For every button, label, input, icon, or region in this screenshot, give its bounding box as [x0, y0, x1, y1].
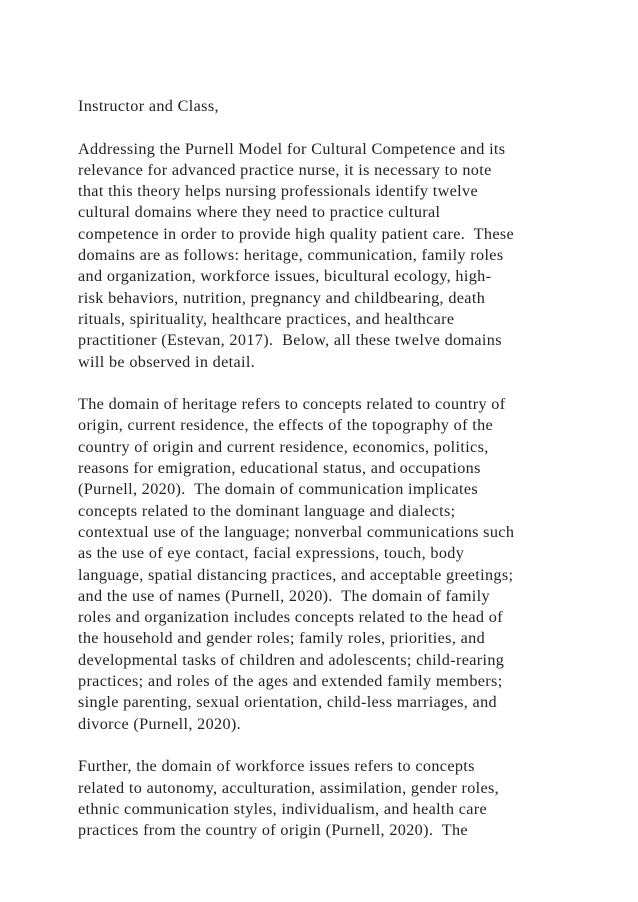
text-line: the household and gender roles; family roles, priorities, and — [78, 629, 486, 648]
text-line: The domain of heritage refers to concepts related to country of — [78, 395, 506, 414]
document-body — [78, 139, 618, 842]
text-line: reasons for emigration, educational status, and occupations — [78, 459, 481, 478]
text-line: domains are as follows: heritage, communication, family roles — [78, 246, 504, 265]
text-line: divorce (Purnell, 2020). — [78, 714, 242, 733]
text-line: practices; and roles of the ages and extended family members; — [78, 672, 503, 691]
salutation: Instructor and Class, — [78, 97, 219, 115]
text-line: risk behaviors, nutrition, pregnancy and childbearing, death — [78, 288, 486, 307]
document-page — [78, 96, 618, 841]
text-line: and the use of names (Purnell, 2020). The domain of family — [78, 586, 490, 605]
text-line: (Purnell, 2020). The domain of communication implicates — [78, 480, 479, 499]
text-line: and organization, workforce issues, bicultural ecology, high- — [78, 267, 492, 286]
text-line: relevance for advanced practice nurse, it is necessary to note — [78, 160, 492, 179]
text-line: Addressing the Purnell Model for Cultural Competence and its — [78, 139, 506, 158]
paragraph-gap — [78, 735, 618, 756]
text-line: contextual use of the language; nonverbal communications such — [78, 522, 515, 541]
paragraph — [78, 394, 618, 735]
text-line: Further, the domain of workforce issues refers to concepts — [78, 757, 475, 776]
text-line: concepts related to the dominant language and dialects; — [78, 501, 456, 520]
text-line: origin, current residence, the effects of the topography of the — [78, 416, 494, 435]
paragraph-gap — [78, 117, 618, 138]
paragraph — [78, 139, 618, 373]
text-line: practitioner (Estevan, 2017). Below, all these twelve domains — [78, 331, 502, 350]
text-line: that this theory helps nursing professionals identify twelve — [78, 182, 478, 201]
paragraph — [78, 756, 618, 841]
text-line: competence in order to provide high quality patient care. These — [78, 224, 515, 243]
text-line: as the use of eye contact, facial expressions, touch, body — [78, 544, 465, 563]
text-line: language, spatial distancing practices, and acceptable greetings; — [78, 565, 514, 584]
text-line: related to autonomy, acculturation, assimilation, gender roles, — [78, 778, 500, 797]
text-line: country of origin and current residence, economics, politics, — [78, 437, 489, 456]
text-line: will be observed in detail. — [78, 352, 256, 371]
text-line: ethnic communication styles, individualism, and health care — [78, 799, 488, 818]
paragraph-gap — [78, 373, 618, 394]
text-line: cultural domains where they need to practice cultural — [78, 203, 441, 222]
text-line: developmental tasks of children and adolescents; child-rearing — [78, 650, 505, 669]
text-line: roles and organization includes concepts related to the head of — [78, 608, 503, 627]
text-line: rituals, spirituality, healthcare practices, and healthcare — [78, 309, 455, 328]
text-line: single parenting, sexual orientation, child-less marriages, and — [78, 693, 497, 712]
text-line: practices from the country of origin (Purnell, 2020). The — [78, 821, 468, 840]
